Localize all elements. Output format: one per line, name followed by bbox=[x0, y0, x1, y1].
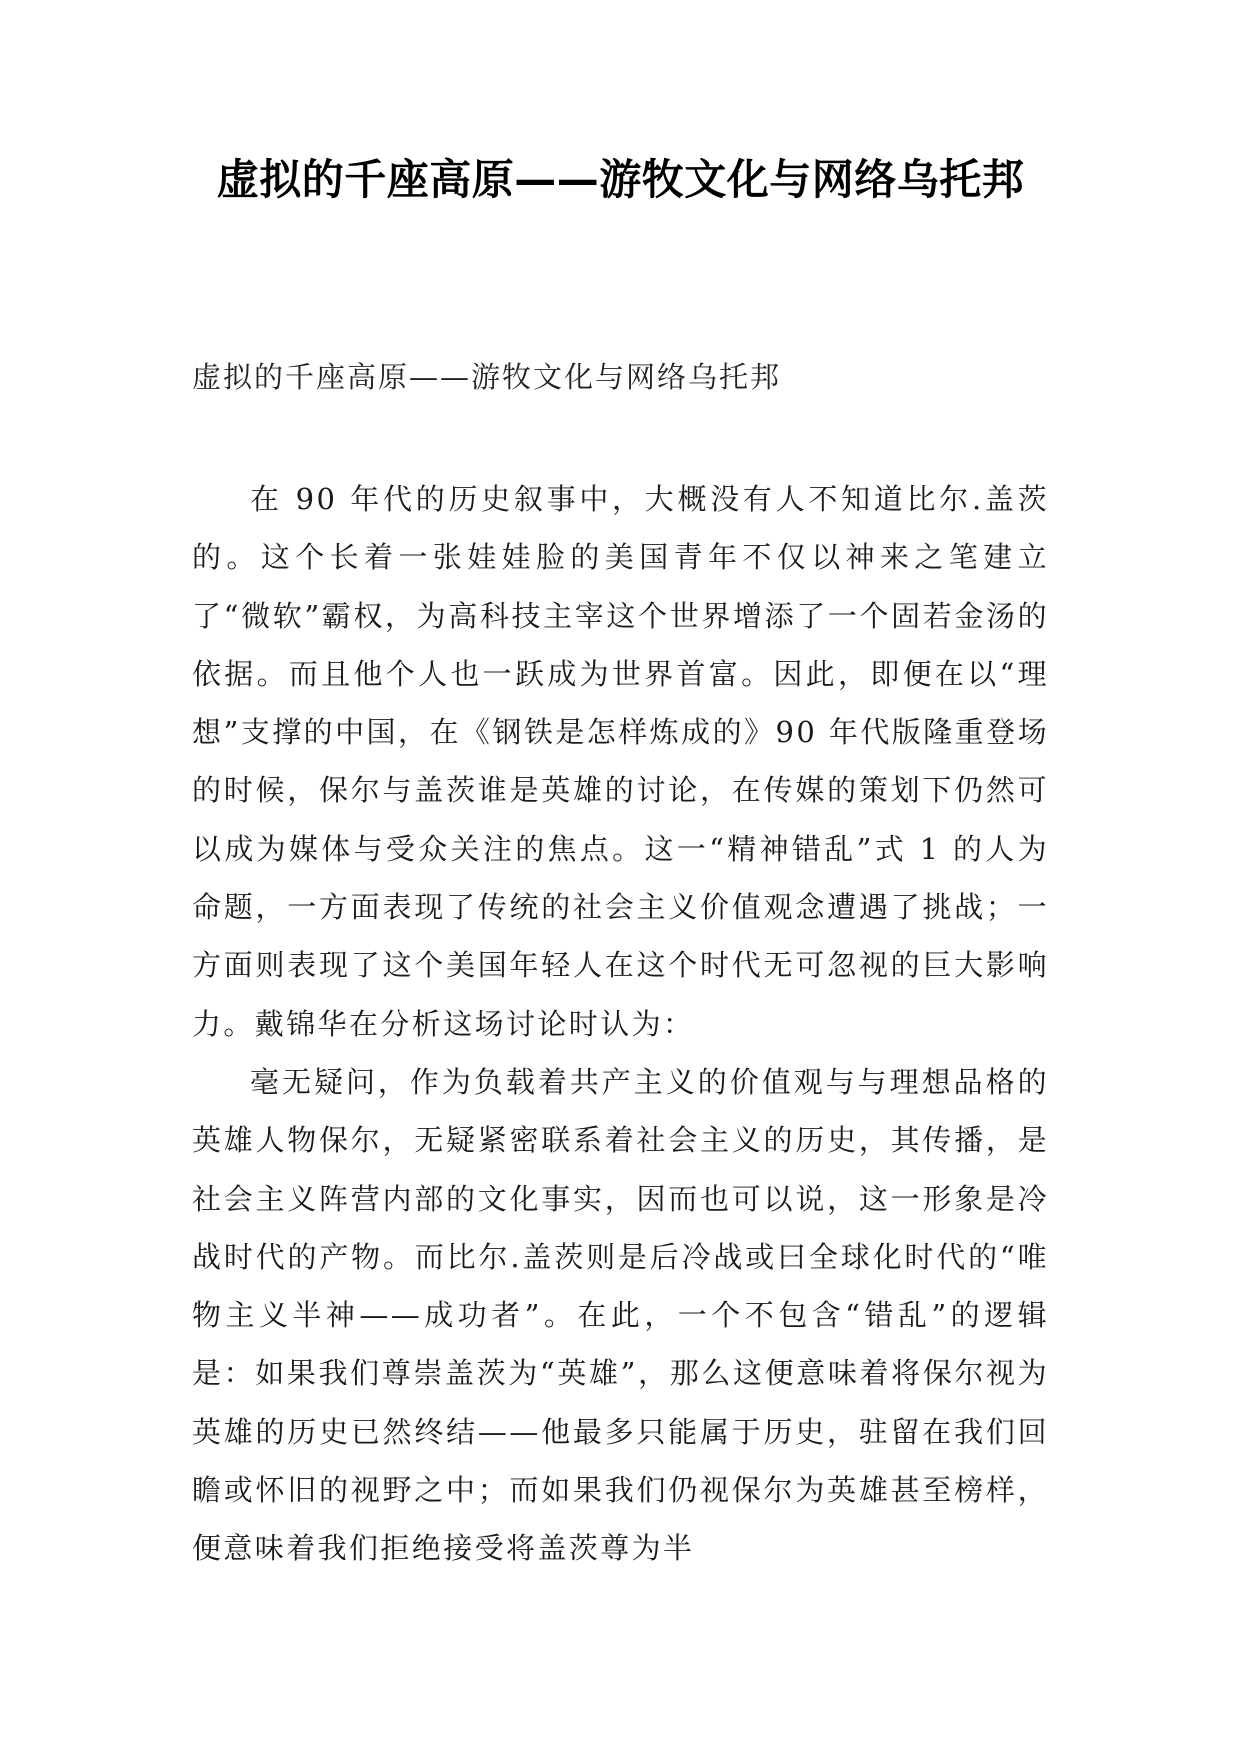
document-subtitle: 虚拟的千座高原——游牧文化与网络乌托邦 bbox=[192, 360, 782, 394]
document-title: 虚拟的千座高原——游牧文化与网络乌托邦 bbox=[216, 155, 1025, 204]
body-paragraph: 毫无疑问，作为负载着共产主义的价值观与与理想品格的英雄人物保尔，无疑紧密联系着社会主义的历史，其传播，是社会主义阵营内部的文化事实，因而也可以说，这一形象是冷战时代的产物。而比尔.盖茨则是后冷战或曰全球化时代的“唯物主义半神——成功者”。在此，一个不包含“错乱”的逻辑是：如果我们尊崇盖茨为“英雄”，那么这便意味着将保尔视为英雄的历史已然终结——他最多只能属于历史，驻留在我们回瞻或怀旧的视野之中；而如果我们仍视保尔为英雄甚至榜样，便意味着我们拒绝接受将盖茨尊为半 bbox=[192, 1064, 1049, 1566]
document-body bbox=[192, 470, 1049, 1578]
body-paragraph: 在 90 年代的历史叙事中，大概没有人不知道比尔.盖茨的。这个长着一张娃娃脸的美国青年不仅以神来之笔建立了“微软”霸权，为高科技主宰这个世界增添了一个固若金汤的依据。而且他个人也一跃成为世界首富。因此，即便在以“理想”支撑的中国，在《钢铁是怎样炼成的》90 年代版隆重登场的时候，保尔与盖茨谁是英雄的讨论，在传媒的策划下仍然可以成为媒体与受众关注的焦点。这一“精神错乱”式 1 的人为命题，一方面表现了传统的社会主义价值观念遭遇了挑战；一方面则表现了这个美国年轻人在这个时代无可忽视的巨大影响力。戴锦华在分析这场讨论时认为： bbox=[192, 482, 1049, 1041]
